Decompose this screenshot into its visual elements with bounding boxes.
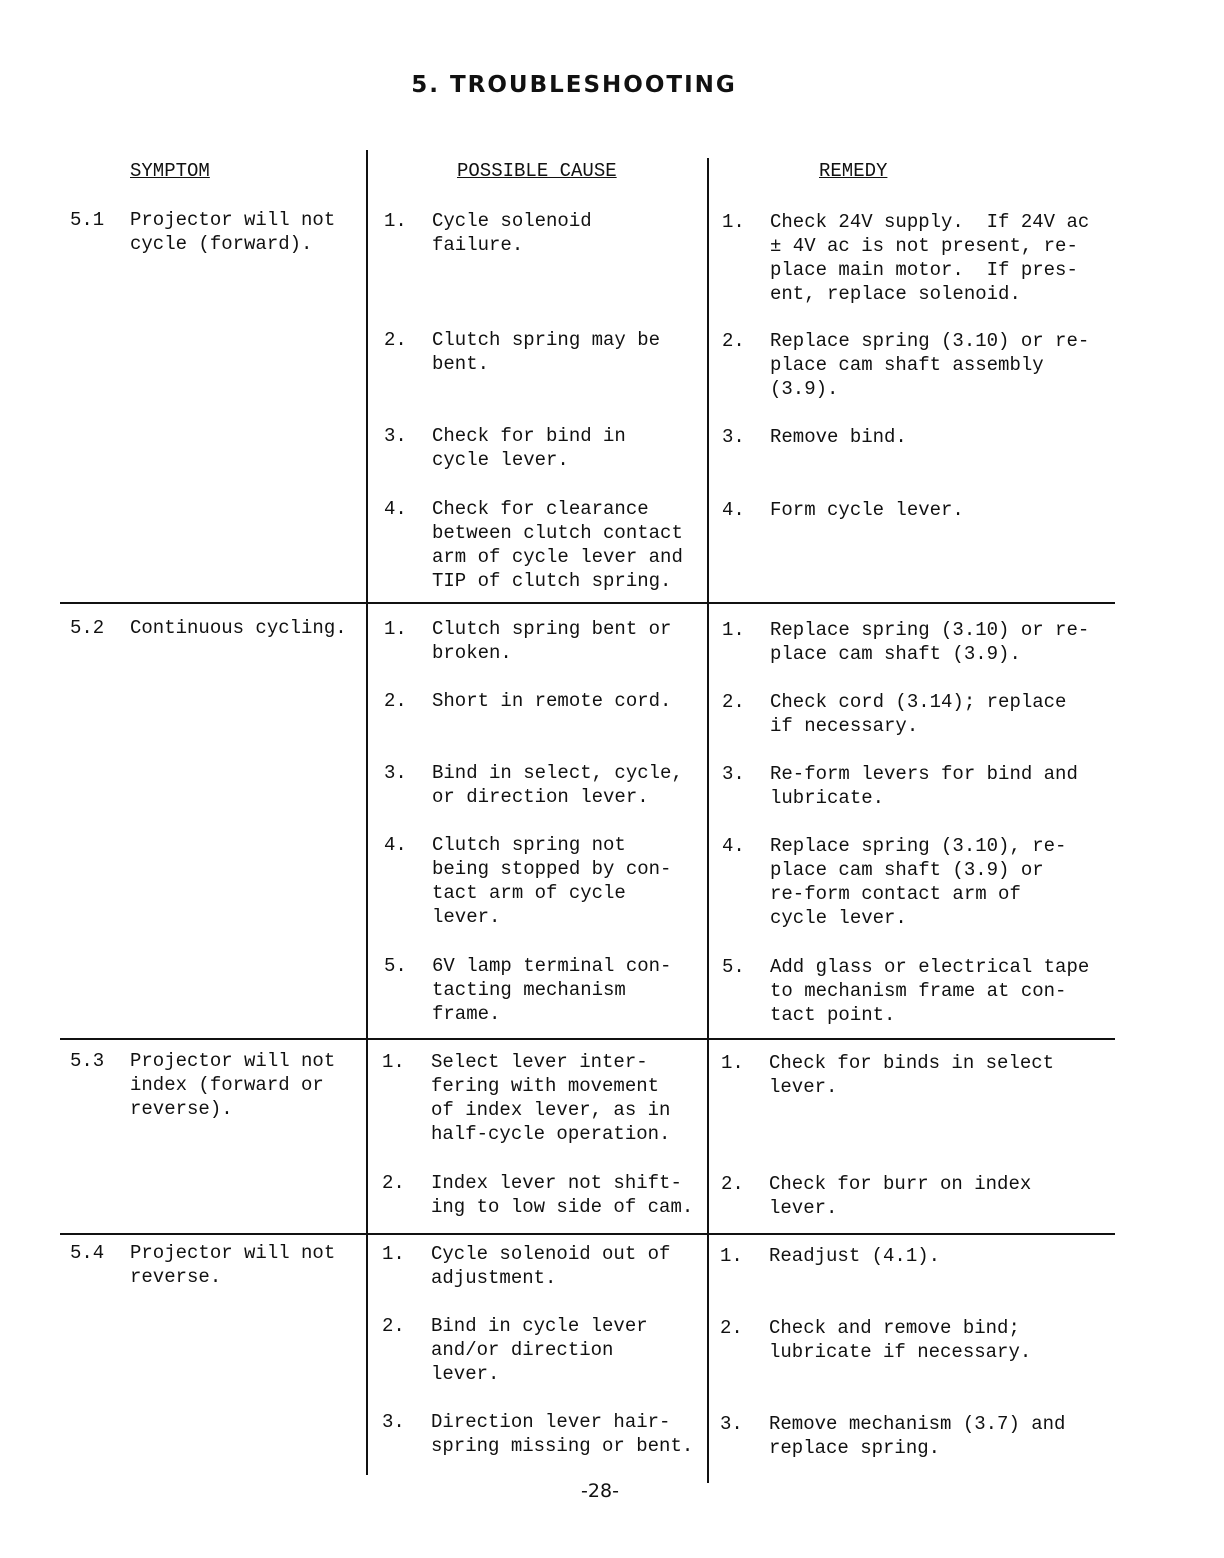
cause-number: 1. <box>382 1051 405 1073</box>
remedy-text: Replace spring (3.10) or re- place cam shaft (3.9). <box>770 619 1090 665</box>
cause-number: 2. <box>384 690 407 712</box>
divider-cause-remedy <box>707 158 709 1483</box>
remedy-text: Remove bind. <box>770 426 907 448</box>
remedy-text: Check 24V supply. If 24V ac ± 4V ac is not present, re- place main motor. If pres- ent, replace solenoid. <box>770 211 1090 305</box>
remedy-number: 1. <box>720 1245 743 1267</box>
section-separator <box>60 602 1115 604</box>
remedy-text: Replace spring (3.10) or re- place cam shaft assembly (3.9). <box>770 330 1090 400</box>
cause-number: 1. <box>384 210 407 232</box>
cause-number: 2. <box>384 329 407 351</box>
remedy-number: 2. <box>722 691 745 713</box>
cause-text: 6V lamp terminal con- tacting mechanism frame. <box>432 955 672 1025</box>
remedy-number: 2. <box>722 330 745 352</box>
section-5-2-symptom: Continuous cycling. <box>130 617 347 639</box>
remedy-text: Remove mechanism (3.7) and replace spring. <box>769 1413 1066 1459</box>
page-number: -28- <box>581 1480 619 1502</box>
cause-number: 2. <box>382 1172 405 1194</box>
cause-text: Bind in select, cycle, or direction lever. <box>432 762 683 808</box>
section-separator <box>60 1038 1115 1040</box>
remedy-number: 1. <box>722 211 745 233</box>
cause-number: 2. <box>382 1315 405 1337</box>
cause-text: Index lever not shift- ing to low side of cam. <box>431 1172 694 1218</box>
cause-number: 1. <box>382 1243 405 1265</box>
cause-text: Short in remote cord. <box>432 690 672 712</box>
remedy-number: 1. <box>722 619 745 641</box>
remedy-text: Add glass or electrical tape to mechanism frame at con- tact point. <box>770 956 1090 1026</box>
cause-number: 1. <box>384 618 407 640</box>
cause-text: Direction lever hair- spring missing or bent. <box>431 1411 694 1457</box>
section-5-1-symptom: Projector will not cycle (forward). <box>130 209 336 255</box>
cause-number: 4. <box>384 834 407 856</box>
remedy-text: Check and remove bind; lubricate if necessary. <box>769 1317 1032 1363</box>
cause-text: Check for clearance between clutch contact arm of cycle lever and TIP of clutch spring. <box>432 498 683 592</box>
remedy-number: 1. <box>721 1052 744 1074</box>
section-5-4-number: 5.4 <box>70 1242 105 1264</box>
remedy-text: Replace spring (3.10), re- place cam shaft (3.9) or re-form contact arm of cycle lever. <box>770 835 1067 929</box>
remedy-text: Readjust (4.1). <box>769 1245 941 1267</box>
header-symptom: SYMPTOM <box>130 160 210 182</box>
remedy-number: 3. <box>720 1413 743 1435</box>
cause-text: Check for bind in cycle lever. <box>432 425 626 471</box>
cause-number: 5. <box>384 955 407 977</box>
remedy-number: 3. <box>722 763 745 785</box>
remedy-text: Re-form levers for bind and lubricate. <box>770 763 1078 809</box>
section-5-3-number: 5.3 <box>70 1050 105 1072</box>
cause-text: Select lever inter- fering with movement of index lever, as in half-cycle operation. <box>431 1051 671 1145</box>
section-5-4-symptom: Projector will not reverse. <box>130 1242 336 1288</box>
divider-symptom-cause <box>366 150 368 1475</box>
cause-text: Clutch spring may be bent. <box>432 329 661 375</box>
page-title: 5. TROUBLESHOOTING <box>411 72 737 98</box>
section-5-2-number: 5.2 <box>70 617 105 639</box>
remedy-number: 3. <box>722 426 745 448</box>
cause-text: Clutch spring bent or broken. <box>432 618 672 664</box>
header-possible-cause: POSSIBLE CAUSE <box>457 160 617 182</box>
cause-text: Cycle solenoid out of adjustment. <box>431 1243 671 1289</box>
header-remedy: REMEDY <box>819 160 888 182</box>
remedy-number: 5. <box>722 956 745 978</box>
cause-number: 3. <box>384 425 407 447</box>
cause-number: 3. <box>384 762 407 784</box>
remedy-number: 2. <box>721 1173 744 1195</box>
remedy-number: 4. <box>722 835 745 857</box>
section-separator <box>60 1233 1115 1235</box>
cause-number: 3. <box>382 1411 405 1433</box>
remedy-text: Check for burr on index lever. <box>769 1173 1032 1219</box>
remedy-number: 4. <box>722 499 745 521</box>
remedy-text: Check cord (3.14); replace if necessary. <box>770 691 1067 737</box>
cause-text: Clutch spring not being stopped by con- tact arm of cycle lever. <box>432 834 672 928</box>
cause-number: 4. <box>384 498 407 520</box>
section-5-3-symptom: Projector will not index (forward or reverse). <box>130 1050 336 1120</box>
remedy-number: 2. <box>720 1317 743 1339</box>
remedy-text: Form cycle lever. <box>770 499 964 521</box>
remedy-text: Check for binds in select lever. <box>769 1052 1055 1098</box>
cause-text: Bind in cycle lever and/or direction lever. <box>431 1315 648 1385</box>
cause-text: Cycle solenoid failure. <box>432 210 592 256</box>
section-5-1-number: 5.1 <box>70 209 105 231</box>
